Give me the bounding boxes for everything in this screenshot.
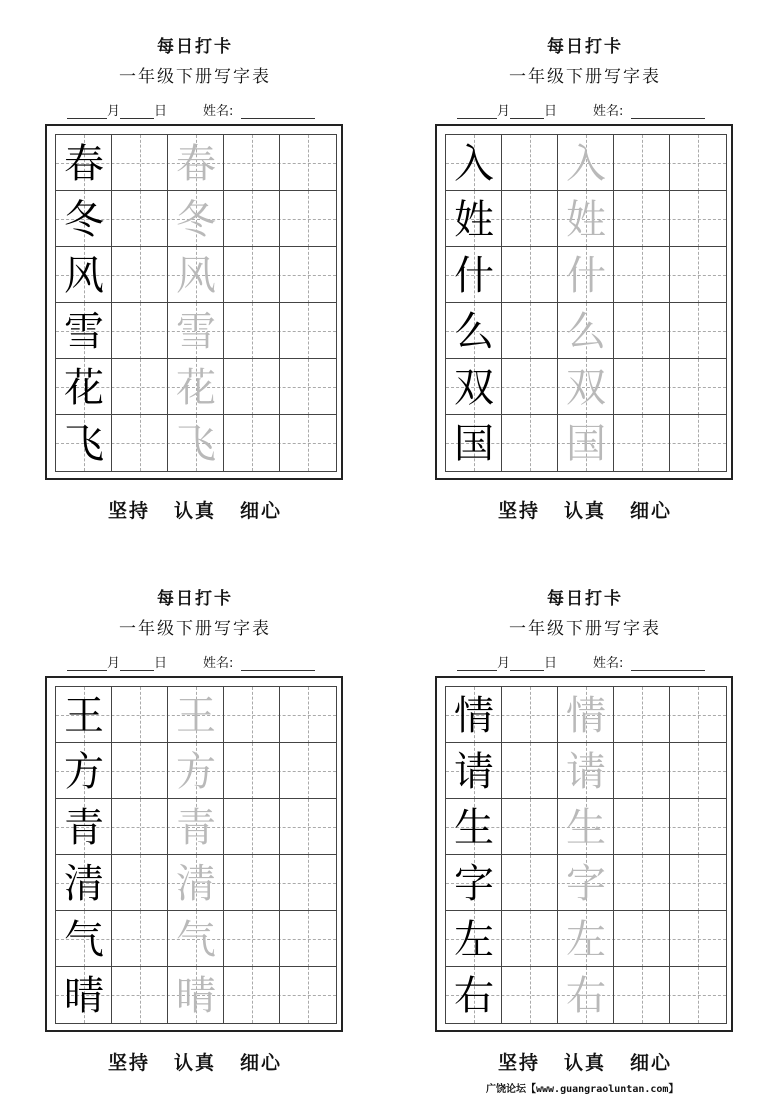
trace-character: 雪	[176, 309, 216, 355]
grid-cell	[224, 135, 280, 191]
grid-row	[56, 135, 336, 191]
motto-word: 认真	[173, 1052, 216, 1074]
grid-cell	[670, 799, 726, 855]
grid-cell	[224, 799, 280, 855]
model-character: 情	[454, 693, 494, 739]
grid-cell	[112, 135, 168, 191]
trace-character: 青	[176, 805, 216, 851]
grid-cell	[670, 247, 726, 303]
grid-cell	[502, 247, 558, 303]
motto-word: 坚持	[497, 500, 540, 522]
grid-cell	[614, 911, 670, 967]
trace-character: 风	[176, 253, 216, 299]
grid-cell	[112, 799, 168, 855]
grid-cell	[670, 303, 726, 359]
grid-row	[446, 911, 726, 967]
grid-cell	[112, 967, 168, 1023]
grid-cell	[614, 415, 670, 471]
grid-row	[56, 967, 336, 1023]
trace-character: 生	[566, 805, 606, 851]
writing-grid	[445, 134, 727, 472]
grid-cell	[280, 799, 336, 855]
practice-card	[45, 552, 345, 1072]
grid-cell	[502, 191, 558, 247]
date-name-line	[457, 100, 737, 120]
model-character: 什	[454, 253, 494, 299]
motto	[435, 1048, 735, 1075]
grid-cell	[224, 855, 280, 911]
motto-word: 坚持	[107, 1052, 150, 1074]
grid-cell	[502, 359, 558, 415]
grid-row	[56, 359, 336, 415]
grid-cell	[224, 191, 280, 247]
grid-cell	[502, 687, 558, 743]
card-title: 每日打卡	[157, 589, 233, 609]
model-character: 青	[64, 805, 104, 851]
card-subtitle: 一年级下册写字表	[509, 619, 661, 639]
trace-character: 飞	[176, 421, 216, 467]
trace-character: 请	[566, 749, 606, 795]
model-character: 气	[64, 917, 104, 963]
grid-row	[446, 687, 726, 743]
motto	[435, 496, 735, 523]
grid-cell	[614, 743, 670, 799]
model-character: 晴	[64, 973, 104, 1019]
day-blank	[120, 104, 154, 119]
day-blank	[510, 104, 544, 119]
grid-cell	[502, 743, 558, 799]
day-label: 日	[154, 656, 168, 671]
grid-cell	[112, 743, 168, 799]
model-character: 姓	[454, 197, 494, 243]
grid-cell	[224, 415, 280, 471]
motto-word: 认真	[563, 1052, 606, 1074]
name-blank	[631, 656, 705, 671]
grid-row	[446, 415, 726, 471]
grid-cell	[614, 359, 670, 415]
grid-cell	[224, 967, 280, 1023]
grid-cell	[112, 359, 168, 415]
trace-character: 字	[566, 861, 606, 907]
model-character: 右	[454, 973, 494, 1019]
month-label: 月	[107, 656, 121, 671]
day-label: 日	[544, 656, 558, 671]
grid-cell	[670, 911, 726, 967]
grid-cell	[502, 967, 558, 1023]
trace-character: 清	[176, 861, 216, 907]
month-label: 月	[497, 656, 511, 671]
motto	[45, 496, 345, 523]
grid-cell	[224, 911, 280, 967]
writing-grid-frame	[45, 676, 343, 1032]
name-label: 姓名:	[593, 104, 624, 119]
model-character: 方	[64, 749, 104, 795]
grid-cell	[224, 687, 280, 743]
model-character: 么	[454, 309, 494, 355]
grid-cell	[224, 247, 280, 303]
day-blank	[510, 656, 544, 671]
writing-grid	[445, 686, 727, 1024]
footer-watermark: 广饶论坛【www.guangraoluntan.com】	[486, 1084, 679, 1095]
writing-grid-frame	[435, 676, 733, 1032]
model-character: 入	[454, 141, 494, 187]
motto-word: 细心	[630, 1052, 673, 1074]
motto-word: 细心	[240, 500, 283, 522]
grid-cell	[224, 359, 280, 415]
writing-grid	[55, 686, 337, 1024]
grid-row	[446, 247, 726, 303]
grid-row	[56, 247, 336, 303]
grid-cell	[280, 247, 336, 303]
name-label: 姓名:	[203, 104, 234, 119]
grid-row	[56, 415, 336, 471]
grid-cell	[280, 855, 336, 911]
trace-character: 晴	[176, 973, 216, 1019]
name-label: 姓名:	[203, 656, 234, 671]
grid-cell	[502, 303, 558, 359]
card-subtitle: 一年级下册写字表	[119, 619, 271, 639]
grid-row	[446, 855, 726, 911]
grid-cell	[112, 911, 168, 967]
model-character: 左	[454, 917, 494, 963]
model-character: 双	[454, 365, 494, 411]
grid-row	[56, 191, 336, 247]
name-blank	[241, 656, 315, 671]
grid-cell	[614, 191, 670, 247]
trace-character: 情	[566, 693, 606, 739]
model-character: 国	[454, 421, 494, 467]
trace-character: 王	[176, 693, 216, 739]
grid-cell	[670, 687, 726, 743]
model-character: 请	[454, 749, 494, 795]
grid-cell	[614, 303, 670, 359]
trace-character: 入	[566, 141, 606, 187]
month-label: 月	[497, 104, 511, 119]
month-blank	[67, 656, 107, 671]
name-blank	[241, 104, 315, 119]
grid-cell	[614, 855, 670, 911]
grid-cell	[670, 135, 726, 191]
grid-cell	[112, 303, 168, 359]
grid-row	[446, 743, 726, 799]
model-character: 春	[64, 141, 104, 187]
grid-row	[446, 799, 726, 855]
grid-cell	[614, 247, 670, 303]
grid-cell	[112, 247, 168, 303]
model-character: 字	[454, 861, 494, 907]
trace-character: 国	[566, 421, 606, 467]
grid-cell	[112, 855, 168, 911]
day-label: 日	[154, 104, 168, 119]
motto-word: 坚持	[497, 1052, 540, 1074]
model-character: 雪	[64, 309, 104, 355]
grid-cell	[502, 911, 558, 967]
writing-grid	[55, 134, 337, 472]
grid-row	[56, 911, 336, 967]
date-name-line	[67, 652, 347, 672]
model-character: 花	[64, 365, 104, 411]
trace-character: 方	[176, 749, 216, 795]
grid-cell	[670, 743, 726, 799]
trace-character: 双	[566, 365, 606, 411]
model-character: 王	[64, 693, 104, 739]
grid-cell	[280, 303, 336, 359]
grid-cell	[670, 359, 726, 415]
card-subtitle: 一年级下册写字表	[509, 67, 661, 87]
date-name-line	[457, 652, 737, 672]
practice-card	[435, 0, 735, 520]
grid-cell	[670, 191, 726, 247]
motto-word: 坚持	[107, 500, 150, 522]
practice-card	[45, 0, 345, 520]
grid-cell	[280, 415, 336, 471]
writing-grid-frame	[45, 124, 343, 480]
practice-card	[435, 552, 735, 1072]
grid-cell	[614, 967, 670, 1023]
grid-cell	[112, 191, 168, 247]
grid-cell	[670, 855, 726, 911]
month-blank	[457, 104, 497, 119]
card-title: 每日打卡	[547, 589, 623, 609]
grid-cell	[280, 743, 336, 799]
trace-character: 春	[176, 141, 216, 187]
grid-row	[446, 135, 726, 191]
motto-word: 认真	[173, 500, 216, 522]
grid-row	[446, 967, 726, 1023]
grid-cell	[502, 135, 558, 191]
date-name-line	[67, 100, 347, 120]
grid-cell	[502, 415, 558, 471]
grid-cell	[502, 799, 558, 855]
grid-cell	[670, 415, 726, 471]
motto	[45, 1048, 345, 1075]
grid-row	[446, 191, 726, 247]
grid-row	[56, 799, 336, 855]
grid-cell	[614, 687, 670, 743]
trace-character: 冬	[176, 197, 216, 243]
grid-row	[56, 743, 336, 799]
trace-character: 左	[566, 917, 606, 963]
trace-character: 姓	[566, 197, 606, 243]
writing-grid-frame	[435, 124, 733, 480]
card-title: 每日打卡	[547, 37, 623, 57]
grid-cell	[280, 191, 336, 247]
month-label: 月	[107, 104, 121, 119]
trace-character: 气	[176, 917, 216, 963]
motto-word: 认真	[563, 500, 606, 522]
trace-character: 什	[566, 253, 606, 299]
model-character: 生	[454, 805, 494, 851]
model-character: 飞	[64, 421, 104, 467]
grid-row	[56, 687, 336, 743]
trace-character: 右	[566, 973, 606, 1019]
name-label: 姓名:	[593, 656, 624, 671]
model-character: 风	[64, 253, 104, 299]
grid-row	[56, 855, 336, 911]
motto-word: 细心	[240, 1052, 283, 1074]
month-blank	[67, 104, 107, 119]
grid-cell	[280, 967, 336, 1023]
grid-row	[446, 359, 726, 415]
grid-cell	[280, 359, 336, 415]
model-character: 冬	[64, 197, 104, 243]
grid-row	[446, 303, 726, 359]
name-blank	[631, 104, 705, 119]
grid-cell	[670, 967, 726, 1023]
grid-cell	[614, 135, 670, 191]
trace-character: 花	[176, 365, 216, 411]
grid-cell	[280, 135, 336, 191]
grid-cell	[224, 303, 280, 359]
day-blank	[120, 656, 154, 671]
grid-row	[56, 303, 336, 359]
card-title: 每日打卡	[157, 37, 233, 57]
model-character: 清	[64, 861, 104, 907]
month-blank	[457, 656, 497, 671]
trace-character: 么	[566, 309, 606, 355]
grid-cell	[224, 743, 280, 799]
grid-cell	[502, 855, 558, 911]
grid-cell	[280, 911, 336, 967]
motto-word: 细心	[630, 500, 673, 522]
grid-cell	[112, 415, 168, 471]
grid-cell	[614, 799, 670, 855]
grid-cell	[280, 687, 336, 743]
grid-cell	[112, 687, 168, 743]
day-label: 日	[544, 104, 558, 119]
card-subtitle: 一年级下册写字表	[119, 67, 271, 87]
